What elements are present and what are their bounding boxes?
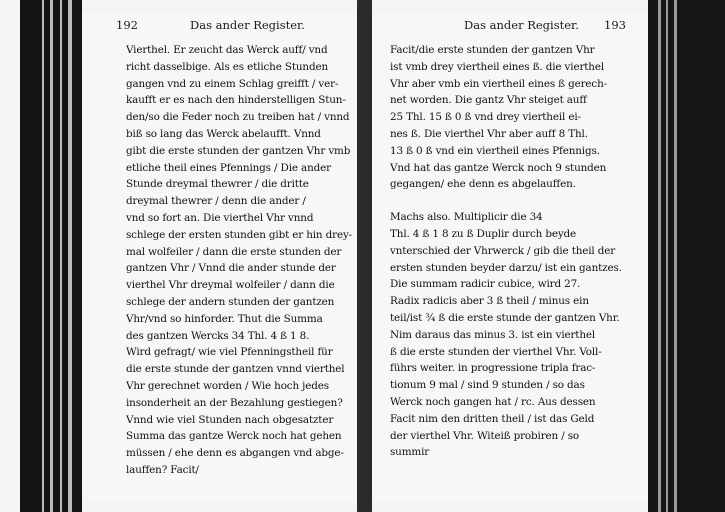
text-line: schlege der andern stunden der gantzen — [126, 295, 335, 308]
text-line: gangen vnd zu einem Schlag greifft / ver- — [126, 77, 339, 90]
text-line: die erste stunde der gantzen vnnd vierthel — [126, 363, 345, 376]
text-line: Werck noch gangen hat / rc. Aus dessen — [390, 395, 596, 408]
text-line: vnd so fort an. Die vierthel Vhr vnnd — [126, 211, 314, 224]
text-line: insonderheit an der Bezahlung gestiegen? — [126, 396, 343, 409]
running-head: Das ander Register. — [190, 18, 305, 32]
text-line: ß die erste stunden der vierthel Vhr. Voll- — [390, 345, 602, 358]
right-page — [372, 12, 648, 502]
text-line: Wird gefragt/ wie viel Pfenningstheil für — [126, 346, 333, 359]
text-line: führs weiter. in progressione tripla frac- — [390, 362, 596, 375]
text-line: vnterschied der Vhrwerck / gib die theil der — [390, 244, 616, 257]
left-page — [82, 12, 357, 502]
text-line: kaufft er es nach den hinderstelligen Stun- — [126, 94, 346, 107]
text-line: Vierthel. Er zeucht das Werck auff/ vnd — [126, 44, 328, 56]
text-line: Facit nim den dritten theil / ist das Geld — [390, 412, 595, 425]
text-line: Vhr/vnd so hinforder. Thut die Summa — [126, 312, 323, 325]
left-book-edge — [20, 0, 82, 512]
left-page-text — [126, 42, 354, 479]
text-line: Vnnd wie viel Stunden nach obgesatzter — [126, 413, 334, 426]
paragraph-gap — [390, 193, 640, 209]
text-line: Vhr gerechnet worden / Wie hoch jedes — [126, 379, 329, 392]
running-head: Das ander Register. — [464, 18, 579, 32]
text-line: Thl. 4 ß 1 8 zu ß Duplir durch beyde — [390, 227, 577, 240]
text-line: ersten stunden beyder darzu/ ist ein gantzes. — [390, 261, 622, 274]
text-line: Nim daraus das minus 3. ist ein vierthel — [390, 328, 596, 341]
left-page-header — [82, 18, 357, 38]
text-line: 25 Thl. 15 ß 0 ß vnd drey viertheil ei- — [390, 111, 581, 124]
text-line: biß so lang das Werck abelaufft. Vnnd — [126, 127, 321, 140]
text-line: vierthel Vhr dreymal wolfeiler / dann die — [126, 279, 335, 292]
page-number: 193 — [604, 18, 626, 32]
text-line: nes ß. Die vierthel Vhr aber auff 8 Thl. — [390, 127, 588, 140]
right-book-edge — [648, 0, 725, 512]
right-page-text — [390, 42, 640, 461]
text-line: summir — [390, 446, 430, 459]
text-line: 13 ß 0 ß vnd ein viertheil eines Pfennigs. — [390, 144, 600, 157]
text-line: Summa das gantze Werck noch hat gehen — [126, 430, 342, 443]
text-line: der vierthel Vhr. Witeiß probiren / so — [390, 429, 580, 442]
text-line: dreymal thewrer / denn die ander / — [126, 195, 306, 208]
text-line: teil/ist ¾ ß die erste stunde der gantzen Vhr. — [390, 311, 620, 324]
text-line: Radix radicis aber 3 ß theil / minus ein — [390, 295, 589, 308]
text-line: des gantzen Wercks 34 Thl. 4 ß 1 8. — [126, 329, 310, 342]
text-line: müssen / ehe denn es abgangen vnd abge- — [126, 447, 344, 460]
text-line: mal wolfeiler / dann die erste stunden der — [126, 245, 342, 258]
text-line: schlege der ersten stunden gibt er hin drey- — [126, 228, 353, 241]
text-line: tionum 9 mal / sind 9 stunden / so das — [390, 379, 585, 392]
text-line: richt dasselbige. Als es etliche Stunden — [126, 60, 328, 73]
text-line: net worden. Die gantz Vhr steiget auff — [390, 94, 587, 107]
center-gutter — [357, 0, 372, 512]
page-number: 192 — [116, 18, 138, 32]
text-line: Vnd hat das gantze Werck noch 9 stunden — [390, 161, 607, 174]
right-page-header — [372, 18, 648, 38]
text-line: Vhr aber vmb ein viertheil eines ß gerech- — [390, 77, 607, 90]
text-line: lauffen? Facit/ — [126, 463, 199, 476]
text-line: etliche theil eines Pfennings / Die ander — [126, 161, 331, 174]
text-line: den/so die Feder noch zu treiben hat / vnnd — [126, 111, 350, 124]
text-line: gegangen/ ehe denn es abgelauffen. — [390, 178, 576, 191]
text-line: Facit/die erste stunden der gantzen Vhr — [390, 44, 595, 56]
text-line: Stunde dreymal thewrer / die dritte — [126, 178, 309, 191]
text-line: gantzen Vhr / Vnnd die ander stunde der — [126, 262, 336, 275]
text-line: ist vmb drey viertheil eines ß. die vierthel — [390, 60, 604, 73]
text-line: Die summam radicir cubice, wird 27. — [390, 278, 581, 291]
text-line: gibt die erste stunden der gantzen Vhr vmb — [126, 144, 351, 157]
text-line: Machs also. Multiplicir die 34 — [390, 211, 543, 224]
